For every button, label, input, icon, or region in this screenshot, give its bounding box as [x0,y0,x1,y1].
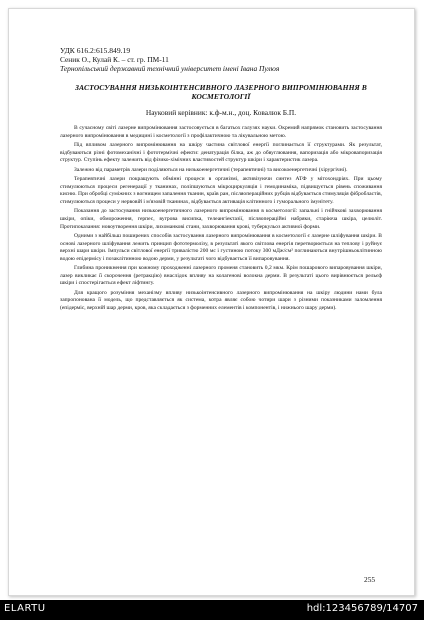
authors: Сеник О., Кулай К. – ст. гр. ПМ-11 [60,55,169,64]
repository-footer [0,600,424,620]
paragraph: Під впливом лазерного випромінювання на шкіру частина світлової енергії поглинається її структурами. Як результат, відбуваються різні фотомеханічні і фототермічні ефекти: денатурація білка, аж до обвуглювання, вапоризація або мікровапоризація структур. Ступінь ефекту залежить від фізико-хімічних властивостей структур шкіри і характеристик лазера. [60,142,382,164]
repository-name: ELARTU [4,603,46,614]
udc-code: УДК 616.2:615.849.19 [60,46,131,55]
document-page [8,8,415,596]
paragraph: Залежно від параметрів лазери поділяються на низькоенергетичні (терапевтичні) та високоенергетичні (хірургічні). [74,166,348,173]
handle-link[interactable]: hdl:123456789/14707 [306,603,418,614]
paragraph: Терапевтичні лазери покращують обмінні процеси в організмі, активізуючи синтез АТФ у мітохондріях. При цьому стимулюються процеси регенерації у тканинах, поліпшуються мікроциркуляція і гемодинаміка, підвищується рівень споживання кисню. При обробці суміжних з вогнищем запалення тканин, країв ран, післяопераційних рубців відбувається стимуляція фібробластів, стимулюються процеси у нервовій і м'язовій тканинах, відбувається активація клітинного і гуморального імунітету. [60,176,382,205]
paragraph: Для кращого розуміння механізму впливу низькоінтенсивного лазерного випромінювання на шкіру людини нами була запропонована її модель, що представляється як система, котра являє собою чотири шари з різними показниками заломлення (епідерміс, верхній шар дерми, кров, яка складається з форменних елементів і компонентів, і нижнього шару дерми). [60,289,382,312]
article-body [60,125,382,313]
header-meta [60,46,382,73]
page-content [60,46,382,315]
article-title: ЗАСТОСУВАННЯ НИЗЬКОІНТЕНСИВНОГО ЛАЗЕРНОГО ВИПРОМІНЮВАННЯ В КОСМЕТОЛОГІЇ [75,83,367,101]
paragraph: В сучасному світі лазерне випромінювання застосовується в багатьох галузях науки. Окремий напрямок становить застосування лазерного випромінювання в медицині і косметології з профілактичною та лікувальною метою. [60,125,382,139]
affiliation: Тернопільський державний технічний університет імені Івана Пулюя [60,64,280,73]
page-number: 255 [364,575,376,584]
paragraph: Глибина проникнення при кожному проходженні лазерного променя становить 0,2 мкм. Крім пошарового випаровування шкіри, лазер викликає її скорочення (ретракцію) внаслідок впливу на колагенові волокна дерми. В результаті цього вирівнюється рельєф шкіри і спостерігається ефект ліфтингу. [60,265,382,287]
paragraph: Показання до застосування низькоенергетичного лазерного випромінювання в косметології: запальні і гнійчкові захворювання шкіри, опіки, обмороження, герпес, вугрова висипка, телеангіектазії, післяопераційні набряки, старіюча шкіра, целюліт. Протипоказання: новоутворення шкіри, лихоманкові стани, захворювання крові, туберкульоз активної форми. [60,208,382,230]
supervisor: Науковий керівник: к.ф-м.н., доц. Ковалюк Б.П. [145,108,297,117]
paragraph: Одними з найбільш поширених способів застосування лазерного випромінювання в косметології є лазерне шліфування шкіри. В основі лазерного шліфування лежить принцип фототермолізу, в результаті якого світлова енергія перетворюється на теплову і руйнує верхні шари шкіри. Імпульси світлової енергії тривалістю 200 мс і густиною потоку 300 мДж/см² поглинаються внутрішньоклітинною водою епідермісу і позаклітинною водою дерми, у результаті чого відбувається її випаровування. [60,233,382,262]
